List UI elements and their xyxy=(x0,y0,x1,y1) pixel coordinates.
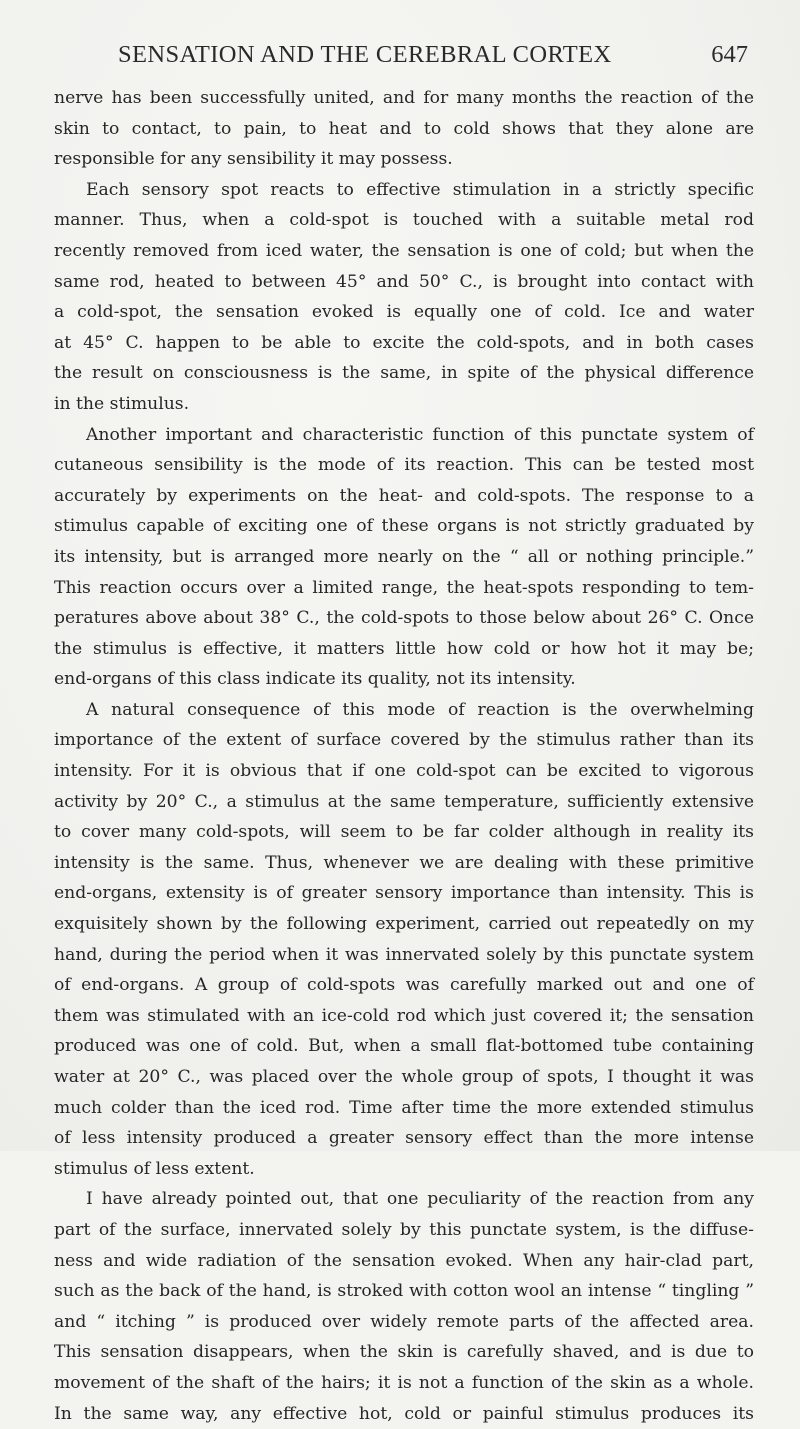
text-line: stimulus capable of exciting one of these organs is not strictly graduated by xyxy=(54,516,754,537)
text-line: Another important and characteristic function of this punctate system of xyxy=(86,424,754,445)
text-line: In the same way, any effective hot, cold or painful stimulus produces its xyxy=(54,1403,754,1424)
text-line: Each sensory spot reacts to effective stimulation in a strictly specific xyxy=(86,179,754,200)
text-line: and “ itching ” is produced over widely remote parts of the affected area. xyxy=(54,1311,754,1332)
text-line: nerve has been successfully united, and for many months the reaction of the xyxy=(54,88,754,108)
running-head xyxy=(118,41,748,73)
text-line: manner. Thus, when a cold-spot is touched with a suitable metal rod xyxy=(54,210,754,231)
text-line: activity by 20° C., a stimulus at the same temperature, sufficiently extensive xyxy=(54,791,754,812)
text-line: such as the back of the hand, is stroked with cotton wool an intense “ tingling ” xyxy=(54,1281,754,1302)
text-line: a cold-spot, the sensation evoked is equally one of cold. Ice and water xyxy=(54,302,754,323)
text-line: intensity is the same. Thus, whenever we are dealing with these primitive xyxy=(54,852,754,873)
page-number: 647 xyxy=(711,41,748,68)
text-line: of end-organs. A group of cold-spots was carefully marked out and one of xyxy=(54,975,754,996)
text-line: at 45° C. happen to be able to excite the cold-spots, and in both cases xyxy=(54,332,754,353)
text-line: produced was one of cold. But, when a small flat-bottomed tube containing xyxy=(54,1036,754,1057)
text-line: accurately by experiments on the heat- and cold-spots. The response to a xyxy=(54,485,754,506)
text-line: end-organs, extensity is of greater sensory importance than intensity. This is xyxy=(54,883,754,904)
running-title: SENSATION AND THE CEREBRAL CORTEX xyxy=(118,41,612,68)
text-line: part of the surface, innervated solely by this punctate system, is the diffuse- xyxy=(54,1219,754,1240)
text-line: cutaneous sensibility is the mode of its reaction. This can be tested most xyxy=(54,455,754,476)
text-line: the result on consciousness is the same, in spite of the physical difference xyxy=(54,363,754,384)
text-line: water at 20° C., was placed over the whole group of spots, I thought it was xyxy=(54,1067,754,1087)
text-line: I have already pointed out, that one peculiarity of the reaction from any xyxy=(86,1189,754,1210)
text-line: in the stimulus. xyxy=(54,393,190,414)
text-line: intensity. For it is obvious that if one cold-spot can be excited to vigorous xyxy=(54,761,754,782)
text-line: stimulus of less extent. xyxy=(54,1158,255,1179)
text-line: A natural consequence of this mode of reaction is the overwhelming xyxy=(86,699,754,720)
text-line: importance of the extent of surface covered by the stimulus rather than its xyxy=(54,730,754,751)
text-line: its intensity, but is arranged more nearly on the “ all or nothing principle.” xyxy=(54,546,754,567)
text-line: peratures above about 38° C., the cold-spots to those below about 26° C. Once xyxy=(54,608,754,629)
text-line: the stimulus is effective, it matters little how cold or how hot it may be; xyxy=(54,638,754,659)
text-line: to cover many cold-spots, will seem to be far colder although in reality its xyxy=(54,822,754,843)
text-line: This sensation disappears, when the skin is carefully shaved, and is due to xyxy=(54,1342,754,1363)
text-line: responsible for any sensibility it may possess. xyxy=(54,149,453,170)
text-line: much colder than the iced rod. Time after time the more extended stimulus xyxy=(54,1097,754,1118)
text-line: exquisitely shown by the following experiment, carried out repeatedly on my xyxy=(54,914,754,935)
text-line: of less intensity produced a greater sensory effect than the more intense xyxy=(54,1128,754,1149)
text-line: them was stimulated with an ice-cold rod which just covered it; the sensation xyxy=(54,1005,754,1026)
text-line: end-organs of this class indicate its quality, not its intensity. xyxy=(54,669,576,690)
text-line: ness and wide radiation of the sensation evoked. When any hair-clad part, xyxy=(54,1250,754,1271)
text-line: same rod, heated to between 45° and 50° C., is brought into contact with xyxy=(54,271,754,292)
text-line: This reaction occurs over a limited range, the heat-spots responding to tem- xyxy=(54,577,754,598)
text-line: recently removed from iced water, the sensation is one of cold; but when the xyxy=(54,240,754,261)
text-line: movement of the shaft of the hairs; it is not a function of the skin as a whole. xyxy=(54,1372,754,1393)
body-text xyxy=(54,83,754,1429)
text-line: hand, during the period when it was innervated solely by this punctate system xyxy=(54,944,754,965)
text-line: skin to contact, to pain, to heat and to cold shows that they alone are xyxy=(54,118,754,139)
